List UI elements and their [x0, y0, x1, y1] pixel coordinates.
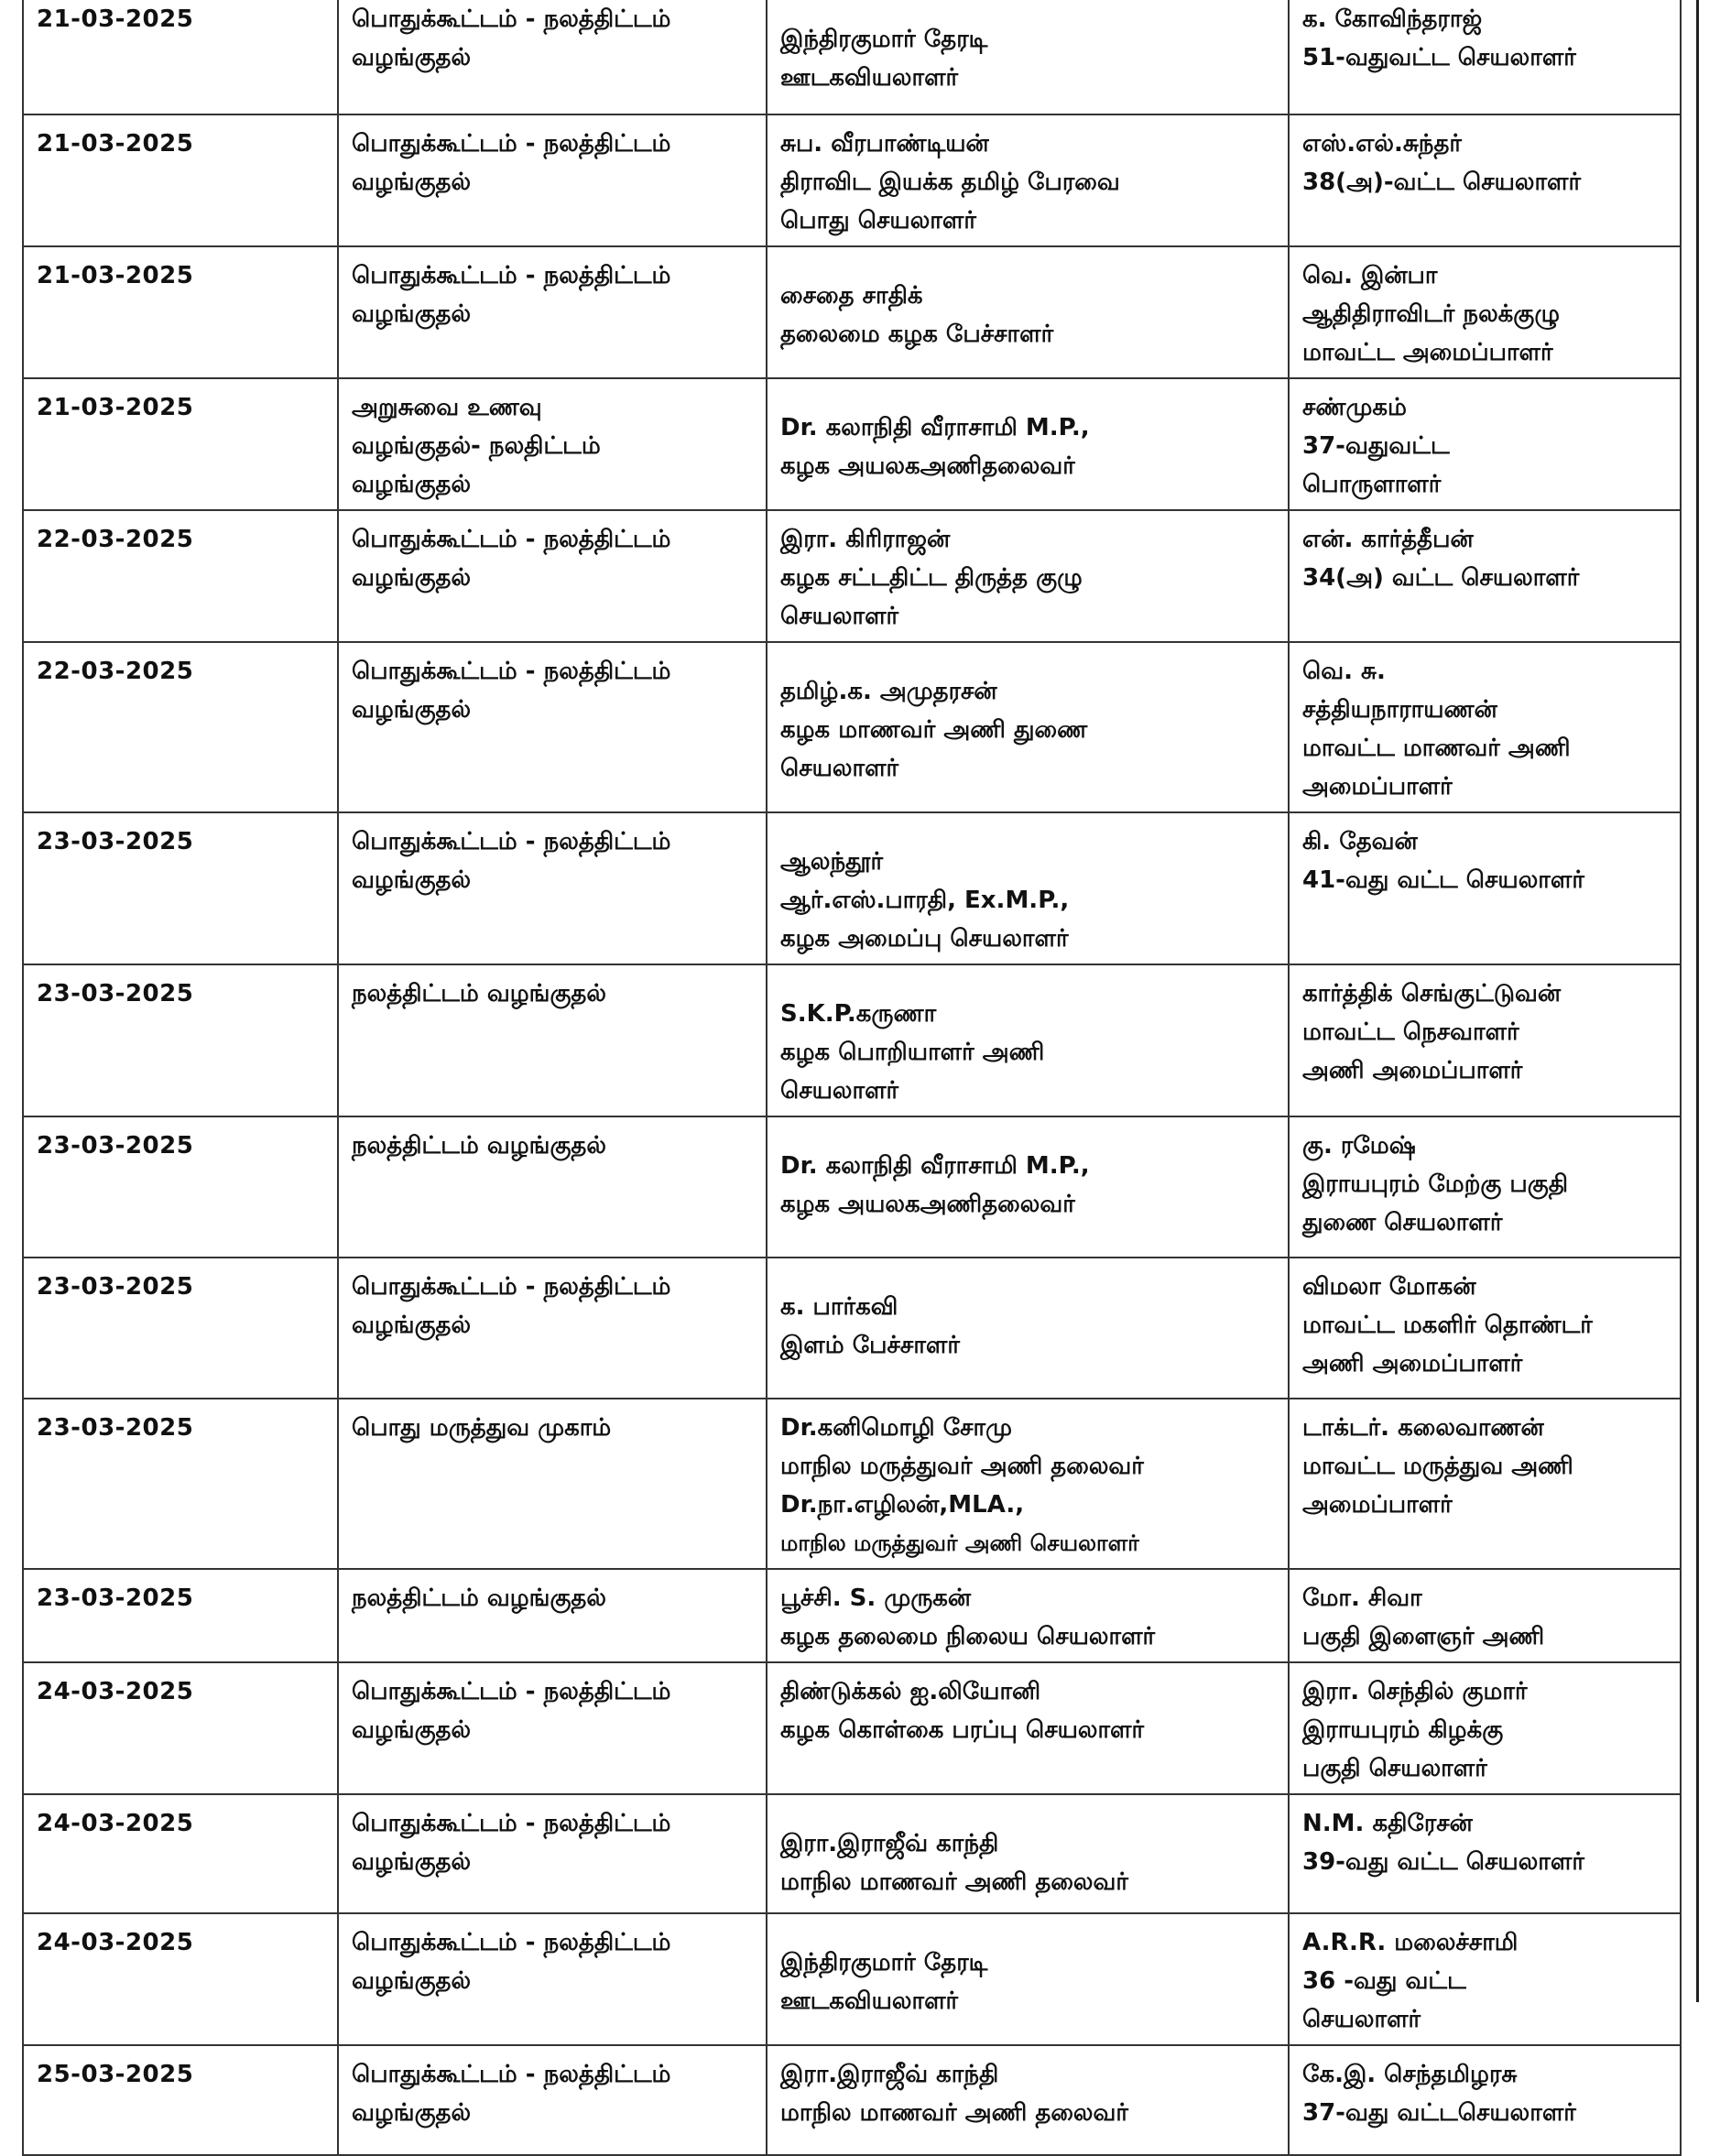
event-line: வழங்குதல்	[352, 1312, 472, 1339]
speaker-line: பொது செயலாளர்	[780, 207, 976, 234]
event-line: வழங்குதல்	[352, 44, 472, 71]
table-row	[23, 1794, 1681, 1913]
date-cell	[23, 964, 338, 1116]
host-line: அமைப்பாளர்	[1302, 773, 1453, 800]
date-text: 24-03-2025	[37, 1929, 194, 1956]
date-text: 21-03-2025	[37, 394, 194, 421]
host-cell	[1289, 1258, 1681, 1399]
host-line: மோ. சிவா	[1302, 1584, 1422, 1612]
speaker-cell	[767, 2045, 1289, 2155]
date-text: 23-03-2025	[37, 1273, 194, 1301]
speaker-line: இரா.இராஜீவ் காந்தி	[780, 2061, 999, 2088]
speaker-line: கழக அயலகஅணிதலைவர்	[780, 1191, 1075, 1218]
host-line: மாவட்ட நெசவாளர்	[1302, 1018, 1519, 1046]
event-cell	[338, 1913, 767, 2045]
date-cell	[23, 510, 338, 642]
host-line: அமைப்பாளர்	[1302, 1491, 1453, 1519]
cell-spacer	[780, 975, 1275, 995]
host-line: 38(அ)-வட்ட செயலாளர்	[1302, 169, 1582, 196]
host-cell	[1289, 1569, 1681, 1662]
host-line: A.R.R. மலைச்சாமி	[1302, 1929, 1519, 1956]
table-row	[23, 1399, 1681, 1569]
host-cell	[1289, 2045, 1681, 2155]
event-line: பொதுக்கூட்டம் - நலத்திட்டம்	[352, 2061, 671, 2088]
host-line: கு. ரமேஷ்	[1302, 1132, 1416, 1160]
host-cell	[1289, 0, 1681, 114]
event-line: வழங்குதல்	[352, 2099, 472, 2127]
host-line: பகுதி இளைஞர் அணி	[1302, 1623, 1545, 1650]
speaker-cell	[767, 1794, 1289, 1913]
event-cell	[338, 642, 767, 812]
date-text: 21-03-2025	[37, 130, 194, 158]
event-cell	[338, 114, 767, 246]
speaker-line: தமிழ்.க. அமுதரசன்	[780, 678, 997, 705]
host-line: இராயபுரம் மேற்கு பகுதி	[1302, 1171, 1569, 1198]
speaker-cell	[767, 642, 1289, 812]
speaker-line: சுப. வீரபாண்டியன்	[780, 130, 989, 158]
host-cell	[1289, 246, 1681, 378]
event-line: நலத்திட்டம் வழங்குதல்	[352, 980, 606, 1007]
date-text: 23-03-2025	[37, 1584, 194, 1612]
speaker-line: இளம் பேச்சாளர்	[780, 1332, 960, 1359]
speaker-line: மாநில மாணவர் அணி தலைவர்	[780, 1868, 1128, 1896]
date-text: 21-03-2025	[37, 262, 194, 289]
date-text: 23-03-2025	[37, 1414, 194, 1442]
event-line: பொதுக்கூட்டம் - நலத்திட்டம்	[352, 1810, 671, 1837]
date-cell	[23, 812, 338, 964]
event-line: பொதுக்கூட்டம் - நலத்திட்டம்	[352, 526, 671, 553]
host-line: 37-வதுவட்ட	[1302, 432, 1450, 460]
event-line: வழங்குதல்- நலதிட்டம்	[352, 432, 601, 460]
host-line: 36 -வது வட்ட	[1302, 1967, 1466, 1995]
event-cell	[338, 246, 767, 378]
date-text: 24-03-2025	[37, 1810, 194, 1837]
host-line: சத்தியநாராயணன்	[1302, 696, 1497, 724]
page-border-rule	[1696, 0, 1699, 2002]
host-line: மாவட்ட மருத்துவ அணி	[1302, 1453, 1573, 1480]
speaker-cell	[767, 510, 1289, 642]
date-text: 22-03-2025	[37, 658, 194, 685]
host-cell	[1289, 1913, 1681, 2045]
host-line: கார்த்திக் செங்குட்டுவன்	[1302, 980, 1562, 1007]
table-row	[23, 1258, 1681, 1399]
host-line: மாவட்ட மாணவர் அணி	[1302, 735, 1571, 762]
host-line: கே.இ. செந்தமிழரசு	[1302, 2061, 1518, 2088]
host-cell	[1289, 964, 1681, 1116]
host-line: கி. தேவன்	[1302, 828, 1418, 855]
host-cell	[1289, 378, 1681, 510]
event-line: நலத்திட்டம் வழங்குதல்	[352, 1584, 606, 1612]
table-row	[23, 1116, 1681, 1258]
host-line: இரா. செந்தில் குமார்	[1302, 1678, 1528, 1705]
date-text: 23-03-2025	[37, 980, 194, 1007]
host-line: இராயபுரம் கிழக்கு	[1302, 1716, 1504, 1744]
host-line: வெ. சு.	[1302, 658, 1386, 685]
table-row	[23, 378, 1681, 510]
event-line: வழங்குதல்	[352, 696, 472, 724]
date-cell	[23, 1913, 338, 2045]
speaker-line: S.K.P.கருணா	[780, 1000, 937, 1028]
speaker-cell	[767, 1569, 1289, 1662]
event-line: வழங்குதல்	[352, 866, 472, 894]
event-cell	[338, 812, 767, 964]
event-line: வழங்குதல்	[352, 1716, 472, 1744]
event-cell	[338, 0, 767, 114]
event-line: பொதுக்கூட்டம் - நலத்திட்டம்	[352, 1929, 671, 1956]
host-line: க. கோவிந்தராஜ்	[1302, 5, 1483, 33]
date-cell	[23, 1399, 338, 1569]
speaker-line: சைதை சாதிக்	[780, 282, 923, 310]
event-line: அறுசுவை உணவு	[352, 394, 542, 421]
speaker-line: ஆர்.எஸ்.பாரதி, Ex.M.P.,	[780, 887, 1070, 914]
speaker-line: இரா.இராஜீவ் காந்தி	[780, 1830, 999, 1857]
event-cell	[338, 378, 767, 510]
host-line: அணி அமைப்பாளர்	[1302, 1057, 1523, 1084]
date-text: 23-03-2025	[37, 1132, 194, 1160]
host-line: 34(அ) வட்ட செயலாளர்	[1302, 564, 1580, 592]
host-cell	[1289, 642, 1681, 812]
speaker-line: கழக சட்டதிட்ட திருத்த குழு	[780, 564, 1083, 592]
speaker-cell	[767, 1116, 1289, 1258]
table-row	[23, 1913, 1681, 2045]
cell-spacer	[780, 1923, 1275, 1944]
event-cell	[338, 1794, 767, 1913]
table-row	[23, 812, 1681, 964]
event-line: பொதுக்கூட்டம் - நலத்திட்டம்	[352, 262, 671, 289]
speaker-cell	[767, 246, 1289, 378]
speaker-cell	[767, 114, 1289, 246]
event-cell	[338, 1116, 767, 1258]
date-cell	[23, 378, 338, 510]
host-line: 41-வது வட்ட செயலாளர்	[1302, 866, 1584, 894]
table-row	[23, 2045, 1681, 2155]
speaker-line: செயலாளர்	[780, 603, 899, 630]
date-cell	[23, 1569, 338, 1662]
host-line: மாவட்ட மகளிர் தொண்டர்	[1302, 1312, 1593, 1339]
event-line: பொதுக்கூட்டம் - நலத்திட்டம்	[352, 658, 671, 685]
host-line: எஸ்.எல்.சுந்தர்	[1302, 130, 1463, 158]
host-cell	[1289, 1662, 1681, 1794]
speaker-line: க. பார்கவி	[780, 1293, 898, 1321]
host-line: வெ. இன்பா	[1302, 262, 1438, 289]
cell-spacer	[780, 1268, 1275, 1288]
table-row	[23, 246, 1681, 378]
event-line: பொதுக்கூட்டம் - நலத்திட்டம்	[352, 1273, 671, 1301]
speaker-line: இந்திரகுமார் தேரடி	[780, 1949, 988, 1976]
event-line: நலத்திட்டம் வழங்குதல்	[352, 1132, 606, 1160]
host-line: 51-வதுவட்ட செயலாளர்	[1302, 44, 1576, 71]
host-cell	[1289, 1116, 1681, 1258]
speaker-line: கழக அயலகஅணிதலைவர்	[780, 452, 1075, 480]
cell-spacer	[780, 256, 1275, 277]
event-cell	[338, 510, 767, 642]
cell-spacer	[780, 0, 1275, 20]
speaker-line: பூச்சி. S. முருகன்	[780, 1584, 972, 1612]
event-line: வழங்குதல்	[352, 564, 472, 592]
host-line: சண்முகம்	[1302, 394, 1407, 421]
event-line: பொதுக்கூட்டம் - நலத்திட்டம்	[352, 1678, 671, 1705]
speaker-cell	[767, 1399, 1289, 1569]
speaker-cell	[767, 1913, 1289, 2045]
speaker-line: Dr. கலாநிதி வீராசாமி M.P.,	[780, 1152, 1090, 1180]
date-cell	[23, 1662, 338, 1794]
event-line: பொதுக்கூட்டம் - நலத்திட்டம்	[352, 130, 671, 158]
host-line: ஆதிதிராவிடர் நலக்குழு	[1302, 300, 1561, 328]
event-cell	[338, 1258, 767, 1399]
speaker-line: கழக மாணவர் அணி துணை	[780, 716, 1088, 744]
event-line: வழங்குதல்	[352, 1848, 472, 1876]
host-cell	[1289, 1794, 1681, 1913]
event-line: பொது மருத்துவ முகாம்	[352, 1414, 612, 1442]
event-cell	[338, 964, 767, 1116]
event-line: பொதுக்கூட்டம் - நலத்திட்டம்	[352, 828, 671, 855]
speaker-line: கழக பொறியாளர் அணி	[780, 1039, 1045, 1066]
speaker-line: திராவிட இயக்க தமிழ் பேரவை	[780, 169, 1120, 196]
event-line: பொதுக்கூட்டம் - நலத்திட்டம்	[352, 5, 671, 33]
event-schedule-table	[22, 0, 1682, 2156]
speaker-line: மாநில மருத்துவர் அணி தலைவர்	[780, 1453, 1144, 1480]
date-text: 21-03-2025	[37, 5, 194, 33]
event-cell	[338, 1399, 767, 1569]
speaker-cell	[767, 964, 1289, 1116]
event-cell	[338, 1569, 767, 1662]
event-cell	[338, 1662, 767, 1794]
speaker-line: செயலாளர்	[780, 1077, 899, 1105]
speaker-line: ஊடகவியலாளர்	[780, 64, 959, 92]
host-cell	[1289, 812, 1681, 964]
speaker-line: மாநில மாணவர் அணி தலைவர்	[780, 2099, 1128, 2127]
speaker-cell	[767, 378, 1289, 510]
host-line: N.M. கதிரேசன்	[1302, 1810, 1473, 1837]
date-cell	[23, 1258, 338, 1399]
speaker-line: கழக அமைப்பு செயலாளர்	[780, 925, 1069, 953]
speaker-line: தலைமை கழக பேச்சாளர்	[780, 321, 1054, 348]
speaker-line: திண்டுக்கல் ஐ.லியோனி	[780, 1678, 1041, 1705]
host-line: டாக்டர். கலைவாணன்	[1302, 1414, 1544, 1442]
host-cell	[1289, 114, 1681, 246]
event-line: வழங்குதல்	[352, 300, 472, 328]
host-line: மாவட்ட அமைப்பாளர்	[1302, 339, 1553, 366]
event-line: வழங்குதல்	[352, 169, 472, 196]
date-cell	[23, 0, 338, 114]
host-line: விமலா மோகன்	[1302, 1273, 1476, 1301]
table-row	[23, 964, 1681, 1116]
cell-spacer	[780, 1127, 1275, 1147]
host-line: செயலாளர்	[1302, 2006, 1421, 2033]
table-row	[23, 1662, 1681, 1794]
cell-spacer	[780, 388, 1275, 408]
speaker-line: Dr.கனிமொழி சோமு	[780, 1414, 1013, 1442]
speaker-cell	[767, 812, 1289, 964]
host-line: என். கார்த்தீபன்	[1302, 526, 1474, 553]
speaker-line: கழக தலைமை நிலைய செயலாளர்	[780, 1623, 1156, 1650]
host-line: அணி அமைப்பாளர்	[1302, 1350, 1523, 1377]
cell-spacer	[780, 822, 1275, 843]
host-cell	[1289, 510, 1681, 642]
date-text: 22-03-2025	[37, 526, 194, 553]
event-line: வழங்குதல்	[352, 471, 472, 498]
speaker-line: செயலாளர்	[780, 755, 899, 782]
host-line: பொருளாளர்	[1302, 471, 1442, 498]
event-line: வழங்குதல்	[352, 1967, 472, 1995]
date-cell	[23, 1794, 338, 1913]
host-line: பகுதி செயலாளர்	[1302, 1755, 1487, 1782]
speaker-line: ஊடகவியலாளர்	[780, 1987, 959, 2015]
date-cell	[23, 642, 338, 812]
table-row	[23, 1569, 1681, 1662]
date-cell	[23, 2045, 338, 2155]
host-line: 39-வது வட்ட செயலாளர்	[1302, 1848, 1584, 1876]
date-text: 24-03-2025	[37, 1678, 194, 1705]
speaker-line: கழக கொள்கை பரப்பு செயலாளர்	[780, 1716, 1145, 1744]
table-row	[23, 0, 1681, 114]
host-cell	[1289, 1399, 1681, 1569]
event-cell	[338, 2045, 767, 2155]
host-line: 37-வது வட்டசெயலாளர்	[1302, 2099, 1576, 2127]
cell-spacer	[780, 1804, 1275, 1824]
speaker-line: மாநில மருத்துவர் அணி செயலாளர்	[780, 1530, 1139, 1556]
speaker-line: இரா. கிரிராஜன்	[780, 526, 951, 553]
host-line: துணை செயலாளர்	[1302, 1209, 1503, 1236]
table-row	[23, 510, 1681, 642]
date-cell	[23, 246, 338, 378]
date-cell	[23, 114, 338, 246]
schedule-body	[23, 0, 1681, 2155]
speaker-line: ஆலந்தூர்	[780, 848, 884, 876]
speaker-line: இந்திரகுமார் தேரடி	[780, 26, 988, 53]
speaker-line: Dr.நா.எழிலன்,MLA.,	[780, 1491, 1025, 1519]
table-row	[23, 642, 1681, 812]
speaker-line: Dr. கலாநிதி வீராசாமி M.P.,	[780, 414, 1090, 441]
date-cell	[23, 1116, 338, 1258]
cell-spacer	[780, 652, 1275, 672]
speaker-cell	[767, 1258, 1289, 1399]
date-text: 23-03-2025	[37, 828, 194, 855]
speaker-cell	[767, 1662, 1289, 1794]
speaker-cell	[767, 0, 1289, 114]
date-text: 25-03-2025	[37, 2061, 194, 2088]
table-row	[23, 114, 1681, 246]
